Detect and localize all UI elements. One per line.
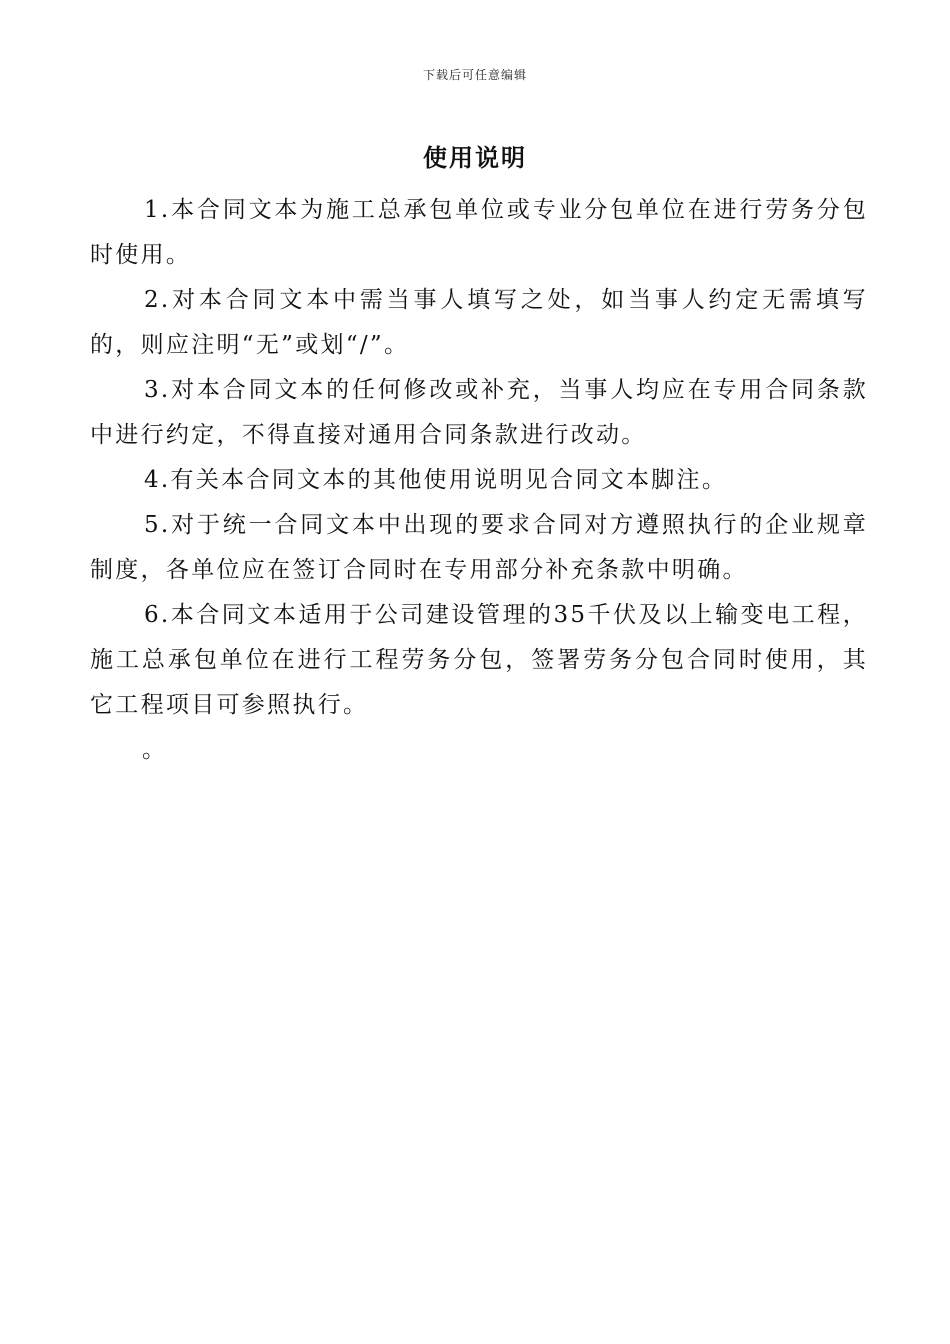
page-header-note: 下载后可任意编辑	[422, 68, 527, 82]
instruction-paragraph-5: 5.对于统一合同文本中出现的要求合同对方遵照执行的企业规章制度，各单位应在签订合同时在专用部分补充条款中明确。	[90, 512, 868, 583]
trailing-mark: 。	[142, 737, 168, 763]
document-body	[90, 188, 868, 773]
instruction-paragraph-4: 4.有关本合同文本的其他使用说明见合同文本脚注。	[144, 467, 728, 493]
instruction-paragraph-6: 6.本合同文本适用于公司建设管理的35千伏及以上输变电工程，施工总承包单位在进行工程劳务分包，签署劳务分包合同时使用，其它工程项目可参照执行。	[90, 602, 868, 718]
document-title: 使用说明	[423, 143, 527, 172]
instruction-paragraph-3: 3.对本合同文本的任何修改或补充，当事人均应在专用合同条款中进行约定，不得直接对通用合同条款进行改动。	[90, 377, 868, 448]
instruction-paragraph-1: 1.本合同文本为施工总承包单位或专业分包单位在进行劳务分包时使用。	[90, 197, 868, 268]
instruction-paragraph-2: 2.对本合同文本中需当事人填写之处，如当事人约定无需填写的，则应注明“无”或划“/”。	[90, 287, 868, 358]
